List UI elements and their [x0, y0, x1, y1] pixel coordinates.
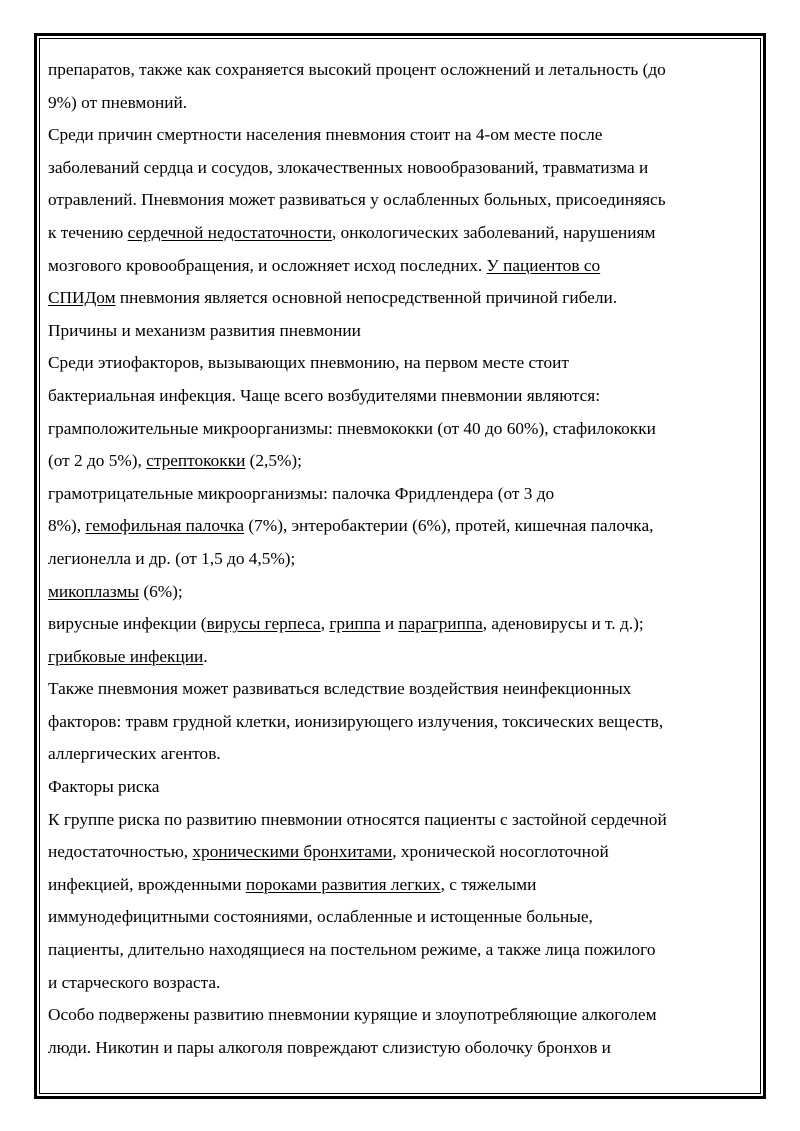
line-text: факторов: травм грудной клетки, ионизирующего излучения, токсических веществ, — [48, 711, 664, 731]
hyperlink[interactable]: СПИДом — [48, 288, 116, 308]
text-line — [48, 804, 748, 837]
line-text: люди. Никотин и пары алкоголя повреждают слизистую оболочку бронхов и — [48, 1037, 611, 1057]
text-line — [48, 869, 748, 902]
line-text: к течению — [48, 222, 128, 242]
text-line — [48, 152, 748, 185]
line-text: грамотрицательные микроорганизмы: палочка Фридлендера (от 3 до — [48, 483, 555, 503]
text-line — [48, 738, 748, 771]
line-text: Среди этиофакторов, вызывающих пневмонию, на первом месте стоит — [48, 353, 569, 373]
line-text: заболеваний сердца и сосудов, злокачественных новообразований, травматизма и — [48, 157, 649, 177]
line-text: Факторы риска — [48, 777, 160, 797]
line-text: бактериальная инфекция. Чаще всего возбудителями пневмонии являются: — [48, 385, 601, 405]
line-text: К группе риска по развитию пневмонии относятся пациенты с застойной сердечной — [48, 809, 667, 829]
line-text: , аденовирусы и т. д.); — [482, 614, 644, 634]
hyperlink[interactable]: хроническими бронхитами — [192, 842, 393, 862]
text-line — [48, 413, 748, 446]
line-text: аллергических агентов. — [48, 744, 221, 764]
text-line — [48, 901, 748, 934]
hyperlink[interactable]: гемофильная палочка — [85, 516, 245, 536]
hyperlink[interactable]: сердечной недостаточности — [127, 222, 332, 242]
text-line — [48, 706, 748, 739]
line-text: Также пневмония может развиваться вследствие воздействия неинфекционных — [48, 679, 632, 699]
line-text: мозгового кровообращения, и осложняет исход последних. — [48, 255, 487, 275]
line-text: недостаточностью, — [48, 842, 193, 862]
text-line — [48, 478, 748, 511]
text-line — [48, 576, 748, 609]
line-text: , — [320, 614, 330, 634]
line-text: , хронической носоглоточной — [392, 842, 609, 862]
text-line — [48, 1032, 748, 1065]
line-text: пациенты, длительно находящиеся на постельном режиме, а также лица пожилого — [48, 940, 656, 960]
text-line — [48, 641, 748, 674]
text-line — [48, 445, 748, 478]
hyperlink[interactable]: грибковые инфекции — [48, 646, 204, 666]
text-line — [48, 999, 748, 1032]
text-line — [48, 119, 748, 152]
hyperlink[interactable]: вирусы герпеса — [206, 614, 321, 634]
line-text: . — [203, 646, 208, 666]
text-line — [48, 934, 748, 967]
line-text: вирусные инфекции ( — [48, 614, 207, 634]
line-text: (от 2 до 5%), — [48, 451, 147, 471]
line-text: иммунодефицитными состояниями, ослабленные и истощенные больные, — [48, 907, 593, 927]
text-line — [48, 771, 748, 804]
text-line — [48, 836, 748, 869]
hyperlink[interactable]: парагриппа — [398, 614, 483, 634]
text-line — [48, 967, 748, 1000]
hyperlink[interactable]: гриппа — [329, 614, 381, 634]
line-text: Среди причин смертности населения пневмония стоит на 4-ом месте после — [48, 125, 603, 145]
line-text: (6%); — [139, 581, 183, 601]
text-line — [48, 217, 748, 250]
line-text: инфекцией, врожденными — [48, 874, 246, 894]
hyperlink[interactable]: пороками развития легких — [245, 874, 441, 894]
line-text: 8%), — [48, 516, 86, 536]
line-text: и старческого возраста. — [48, 972, 221, 992]
line-text: Особо подвержены развитию пневмонии курящие и злоупотребляющие алкоголем — [48, 1005, 657, 1025]
text-line — [48, 282, 748, 315]
hyperlink[interactable]: У пациентов со — [486, 255, 601, 275]
text-line — [48, 608, 748, 641]
line-text: отравлений. Пневмония может развиваться у ослабленных больных, присоединяясь — [48, 190, 666, 210]
text-line — [48, 250, 748, 283]
text-line — [48, 380, 748, 413]
line-text: , с тяжелыми — [440, 874, 537, 894]
text-line — [48, 543, 748, 576]
line-text: Причины и механизм развития пневмонии — [48, 320, 361, 340]
text-line — [48, 184, 748, 217]
text-line — [48, 347, 748, 380]
line-text: пневмония является основной непосредственной причиной гибели. — [115, 288, 618, 308]
document-body — [48, 54, 748, 1064]
line-text: легионелла и др. (от 1,5 до 4,5%); — [48, 548, 296, 568]
text-line — [48, 673, 748, 706]
line-text: (2,5%); — [245, 451, 302, 471]
line-text: грамположительные микроорганизмы: пневмококки (от 40 до 60%), стафилококки — [48, 418, 656, 438]
line-text: и — [380, 614, 399, 634]
line-text: 9%) от пневмоний. — [48, 92, 188, 112]
line-text: препаратов, также как сохраняется высокий процент осложнений и летальность (до — [48, 60, 666, 79]
text-line — [48, 54, 748, 87]
line-text: , онкологических заболеваний, нарушениям — [331, 222, 656, 242]
line-text: (7%), энтеробактерии (6%), протей, кишечная палочка, — [244, 516, 654, 536]
hyperlink[interactable]: стрептококки — [146, 451, 246, 471]
text-line — [48, 510, 748, 543]
hyperlink[interactable]: микоплазмы — [48, 581, 140, 601]
text-line — [48, 87, 748, 120]
text-line — [48, 315, 748, 348]
